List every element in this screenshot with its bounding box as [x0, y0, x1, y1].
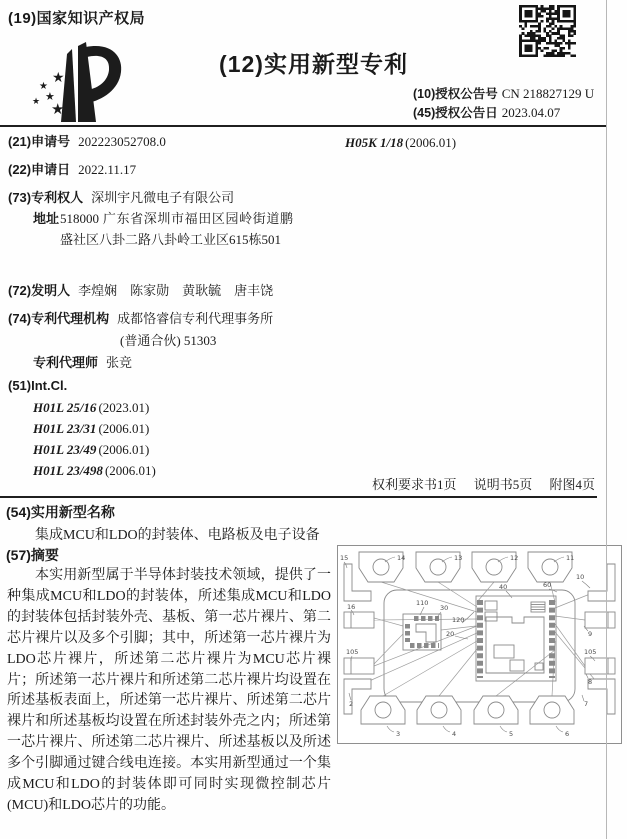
publication-date-row — [413, 103, 560, 121]
intcl-entry — [33, 442, 149, 458]
description-pages: 说明书5页 — [473, 477, 533, 492]
document-kind-title: (12)实用新型专利 — [219, 51, 408, 77]
ref-label: 105 — [346, 648, 359, 656]
ref-label: 105 — [584, 648, 597, 656]
patentee-row — [8, 187, 234, 206]
extra-class-edition: (2006.01) — [405, 135, 457, 150]
issuing-office: (19)国家知识产权局 — [8, 10, 146, 27]
drawings-pages: 附图4页 — [549, 477, 595, 492]
ref-label: 2 — [349, 700, 354, 708]
ref-label: 40 — [499, 583, 508, 591]
publication-number-row — [413, 84, 594, 102]
ref-label: 60 — [543, 581, 552, 589]
claims-pages: 权利要求书1页 — [371, 477, 457, 492]
patentee-value: 深圳宇凡微电子有限公司 — [91, 190, 235, 205]
intcl-entry — [33, 400, 149, 416]
inventors-value: 李煌娴 陈家勋 黄耿毓 唐丰饶 — [78, 283, 274, 298]
page-counts-line — [372, 474, 595, 493]
ref-label: 3 — [396, 730, 401, 738]
intcl-entry — [33, 421, 149, 437]
pub-number-value: CN 218827129 U — [501, 86, 595, 101]
application-date-row — [8, 159, 136, 178]
ref-label: 11 — [566, 554, 575, 562]
ref-label: 20 — [446, 630, 455, 638]
extra-classification — [345, 135, 456, 151]
intcl-label: (51)Int.Cl. — [8, 378, 68, 393]
figure-mcu-die — [476, 596, 556, 681]
invention-title: 集成MCU和LDO的封装体、电路板及电子设备 — [35, 528, 320, 543]
patent-drawing — [338, 546, 621, 743]
agency-value: 成都恪睿信专利代理事务所 — [117, 311, 274, 326]
ref-label: 110 — [416, 599, 429, 607]
inventors-label: (72)发明人 — [8, 283, 71, 298]
app-no-value: 202223052708.0 — [78, 134, 166, 149]
svg-text:★: ★ — [52, 70, 65, 86]
ref-label: 10 — [576, 573, 585, 581]
application-number-row — [8, 131, 166, 150]
ref-label: 120 — [452, 616, 465, 624]
svg-text:★: ★ — [39, 81, 48, 92]
ref-label: 15 — [340, 554, 349, 562]
abstract-text: 本实用新型属于半导体封装技术领域，提供了一种集成MCU和LDO的封装体，所述集成MCU和LDO的封装体包括封装外壳、基板、第一芯片裸片、第二芯片裸片以及多个引脚；其中，所述第一芯片裸片为LDO芯片裸片，所述第二芯片裸片为MCU芯片裸片；所述第一芯片裸片和所述第二芯片裸片均设置在所述基板表面上，所述第一芯片裸片、所述第二芯片裸片和所述基板均设置在所述封装外壳之内；所述第一芯片裸片、所述第二芯片裸片、所述基板以及所述多个引脚通过键合线电连接。本实用新型通过一个集成MCU和LDO的封装体即可同时实现微控制芯片(MCU)和LDO芯片的功能。 — [7, 568, 331, 813]
ref-label: 5 — [509, 730, 514, 738]
intcl-edition: (2006.01) — [98, 442, 150, 457]
intcl-edition: (2006.01) — [98, 421, 150, 436]
ref-label: 7 — [584, 700, 589, 708]
intcl-entry — [33, 463, 156, 479]
svg-text:★: ★ — [32, 97, 41, 107]
svg-text:★: ★ — [51, 100, 65, 118]
app-date-value: 2022.11.17 — [78, 162, 137, 177]
pub-date-value: 2023.04.07 — [501, 105, 561, 120]
agent-label: 专利代理师 — [33, 355, 99, 370]
intcl-edition: (2023.01) — [98, 400, 150, 415]
address-value: 518000 广东省深圳市福田区园岭街道鹏盛社区八卦二路八卦岭工业区615栋501 — [60, 211, 293, 247]
agent-row — [33, 352, 132, 371]
intcl-code: H01L 23/49 — [33, 442, 97, 457]
mid-divider — [0, 496, 597, 498]
pub-date-label: (45)授权公告日 — [413, 106, 498, 120]
app-date-label: (22)申请日 — [8, 162, 71, 177]
qr-code — [519, 5, 576, 57]
ref-label: 14 — [397, 554, 406, 562]
ref-label: 6 — [565, 730, 570, 738]
page-right-edge — [606, 0, 607, 839]
ref-label: 8 — [588, 678, 593, 686]
intcl-edition: (2006.01) — [104, 463, 156, 478]
agency-label: (74)专利代理机构 — [8, 311, 110, 326]
address-label: 地址 — [33, 211, 60, 226]
agent-value: 张竞 — [106, 355, 133, 370]
pub-number-label: (10)授权公告号 — [413, 87, 498, 101]
agency-row-2: (普通合伙) 51303 — [120, 333, 217, 348]
intcl-code: H01L 23/498 — [33, 463, 103, 478]
ref-label: 9 — [588, 630, 593, 638]
header-divider — [0, 125, 607, 127]
app-no-label: (21)申请号 — [8, 134, 71, 149]
ref-label: 16 — [347, 603, 356, 611]
ref-label: 4 — [452, 730, 457, 738]
intcl-code: H01L 23/31 — [33, 421, 97, 436]
abstract-figure — [337, 545, 622, 744]
extra-class-code: H05K 1/18 — [345, 135, 404, 150]
svg-text:★: ★ — [45, 90, 55, 103]
intcl-code: H01L 25/16 — [33, 400, 97, 415]
patentee-label: (73)专利权人 — [8, 190, 84, 205]
ref-label: 30 — [440, 604, 449, 612]
abstract-section-label: (57)摘要 — [6, 547, 59, 563]
agency-row — [8, 308, 273, 327]
ref-label: 13 — [454, 554, 463, 562]
title-section-label: (54)实用新型名称 — [6, 504, 115, 520]
ref-label: 12 — [510, 554, 519, 562]
inventors-row — [8, 280, 273, 299]
